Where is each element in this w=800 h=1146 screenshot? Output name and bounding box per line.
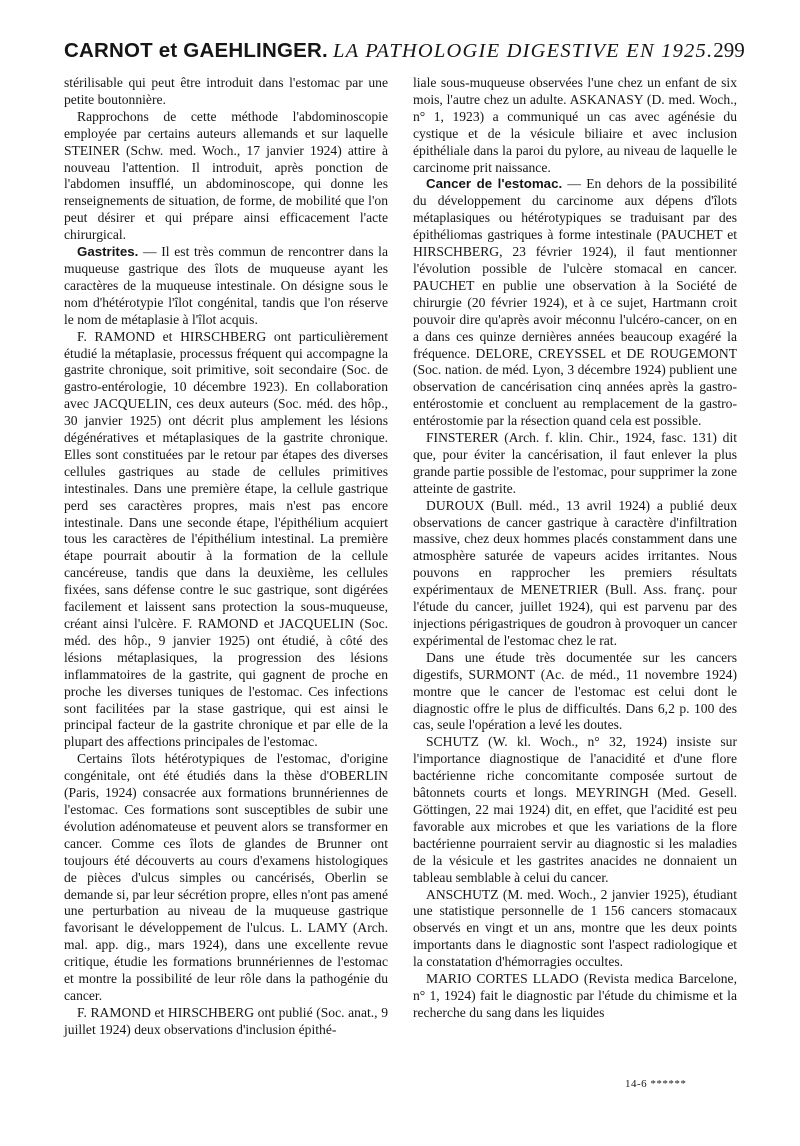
section-heading-cancer: Cancer de l'estomac. — [426, 176, 563, 192]
paragraph: stérilisable qui peut être introduit dans l'estomac par une petite boutonnière. — [64, 75, 388, 107]
header-authors: CARNOT et GAEHLINGER. — [64, 39, 328, 62]
signature-mark: 14-6 ****** — [625, 1078, 687, 1090]
paragraph: Gastrites. — Il est très commun de rencontrer dans la muqueuse gastrique des îlots de muqueuse ayant les caractères de la muqueuse intestinale. On désigne sous le nom d'hétérotypie l'îlot congénital, tandis que l'on réserve le nom de métaplasie à l'îlot acquis. — [64, 244, 388, 327]
paragraph: SCHUTZ (W. kl. Woch., n° 32, 1924) insiste sur l'importance diagnostique de l'anacidité et d'une flore bactérienne riche concomitante composée surtout de bâtonnets courts et longs. MEYRINGH (Med. Gesell. Göttingen, 22 mai 1924) dit, en effet, que l'acidité est peu favorable aux microbes et que les variations de la flore bactérienne pourraient servir au diagnostic si les maladies de la vésicule et les gastrites anacides ne donnaient un tableau semblable à celui du cancer. — [413, 734, 737, 885]
paragraph: F. RAMOND et HIRSCHBERG ont publié (Soc. anat., 9 juillet 1924) deux observations d'inclusion épithé- — [64, 1004, 388, 1037]
left-column — [64, 75, 388, 1039]
running-title — [64, 39, 713, 63]
page-number: 299 — [713, 38, 745, 62]
paragraph: Cancer de l'estomac. — En dehors de la possibilité du développement du carcinome aux dépens d'îlots métaplasiques ou hétérotypiques se traduisant par des épithéliomas gastriques à forme intestinale (PAUCHET et HIRSCHBERG, 23 février 1924), il faut mentionner l'évolution possible de l'ulcère stomacal en cancer. PAUCHET en publie une observation à la Société de chirurgie (20 février 1924), et à ce sujet, Hartmann croit pouvoir dire qu'après avoir méconnu l'ulcéro-cancer, on en a dans ces quinze dernières années beaucoup exagéré la fréquence. DELORE, CREYSSEL et DE ROUGEMONT (Soc. nation. de méd. Lyon, 3 décembre 1924) publient une observation de cancérisation cinq années après la gastro-entérostomie et concluent au remplacement de la gastro-entérostomie par la résection quand cela est possible. — [413, 176, 737, 429]
right-column — [413, 75, 737, 1022]
paragraph: MARIO CORTES LLADO (Revista medica Barcelone, n° 1, 1924) fait le diagnostic par l'étude du chimisme et la recherche du sang dans les liquides — [413, 971, 737, 1020]
paragraph: ANSCHUTZ (M. med. Woch., 2 janvier 1925), étudiant une statistique personnelle de 1 156 cancers stomacaux observés en vingt et un ans, montre que les deux points importants dans le diagnostic sont l'aspect radiologique et la constatation d'hémorragies occultes. — [413, 886, 737, 970]
paragraph: F. RAMOND et HIRSCHBERG ont particulièrement étudié la métaplasie, processus fréquent qui accompagne la gastrite chronique, soit primitive, soit secondaire (Soc. de gastro-entérologie, 10 décembre 1923). En collaboration avec JACQUELIN, ces deux auteurs (Soc. méd. des hôp., 30 janvier 1925) ont décrit plus amplement les lésions dégénératives et métaplasiques de la gastrite chronique. Elles sont constituées par le retour par étapes des diverses cellules gastriques au stade de cellules primitives intestinales. Dans une première étape, la cellule gastrique perd ses caractères propres, mais n'est pas encore intestinale. Dans une seconde étape, l'épithélium acquiert tous les caractères de l'épithélium intestinal. La première étape pourrait aboutir à la formation de la cellule cancéreuse, tandis que dans la deuxième, les cellules fixées, sans défense contre le suc gastrique, sont digérées facilement et laissent sans protection la sous-muqueuse, créant ainsi l'ulcère. F. RAMOND et JACQUELIN (Soc. méd. des hôp., 9 janvier 1925) ont étudié, à côté des lésions métaplasiques, la progression des lésions inflammatoires de la gastrite, qui gagnent de proche en proche les diverses tuniques de l'estomac. Ces infections sont facilitées par la stase gastrique, qui est ainsi le principal facteur de la gastrite chronique et par elle de la plupart des affections principales de l'estomac. — [64, 328, 388, 750]
paragraph: DUROUX (Bull. méd., 13 avril 1924) a publié deux observations de cancer gastrique à caractère d'infiltration massive, chez deux hommes placés constamment dans une atmosphère saturée de vapeurs acides irritantes. Nous pouvons en rapprocher les premiers résultats expérimentaux de MENETRIER (Bull. Ass. franç. pour l'étude du cancer, juillet 1924), qui est parvenu par des injections périgastriques de goudron à provoquer un cancer expérimental de l'estomac chez le rat. — [413, 497, 737, 648]
section-heading-gastrites: Gastrites. — [77, 244, 139, 260]
paragraph: Dans une étude très documentée sur les cancers digestifs, SURMONT (Ac. de méd., 11 novembre 1924) montre que le cancer de l'estomac est celui dont le diagnostic offre le plus de difficultés. Dans 6,2 p. 100 des cas, seule l'opération a levé les doutes. — [413, 649, 737, 733]
paragraph: Rapprochons de cette méthode l'abdominoscopie employée par certains auteurs allemands et sur laquelle STEINER (Schw. med. Woch., 17 janvier 1924) attire à nouveau l'attention. Il introduit, après ponction de l'abdomen insufflé, un abdominoscope, qui donne les renseignements de situation, de forme, de mobilité que l'on peut désirer et qui prépare ainsi efficacement l'acte chirurgical. — [64, 108, 388, 243]
paragraph: FINSTERER (Arch. f. klin. Chir., 1924, fasc. 131) dit que, pour éviter la cancérisation, il faut enlever la plus grande partie possible de l'estomac, pour supprimer la zone atteinte de gastrite. — [413, 430, 737, 496]
paragraph: Certains îlots hétérotypiques de l'estomac, d'origine congénitale, ont été étudiés dans la thèse d'OBERLIN (Paris, 1924) consacrée aux formations brunnériennes de l'estomac. Ces formations sont susceptibles de subir une évolution adénomateuse et peuvent alors se transformer en cancer. Comme ces îlots de glandes de Brunner ont toujours été découverts au cours d'examens histologiques de pièces d'ulcus simples ou cancérisés, Oberlin se demande si, par leur sécrétion propre, elles n'ont pas amené une perturbation au niveau de la muqueuse gastrique favorisant le développement de l'ulcus. L. LAMY (Arch. mal. app. dig., mars 1924), dans une excellente revue critique, étudie les formations brunnériennes de l'estomac et montre la possibilité de leur rôle dans la pathogénie du cancer. — [64, 751, 388, 1003]
paragraph: liale sous-muqueuse observées l'une chez un enfant de six mois, l'autre chez un adulte. ASKANASY (D. med. Woch., n° 1, 1923) a communiqué un cas avec agénésie du cystique et de la vésicule biliaire et avec inclusion épithéliale dans la paroi du pylore, au niveau de laquelle le carcinome prit naissance. — [413, 75, 737, 175]
running-header — [64, 38, 744, 72]
header-journal-title: LA PATHOLOGIE DIGESTIVE EN 1925. — [333, 40, 714, 62]
